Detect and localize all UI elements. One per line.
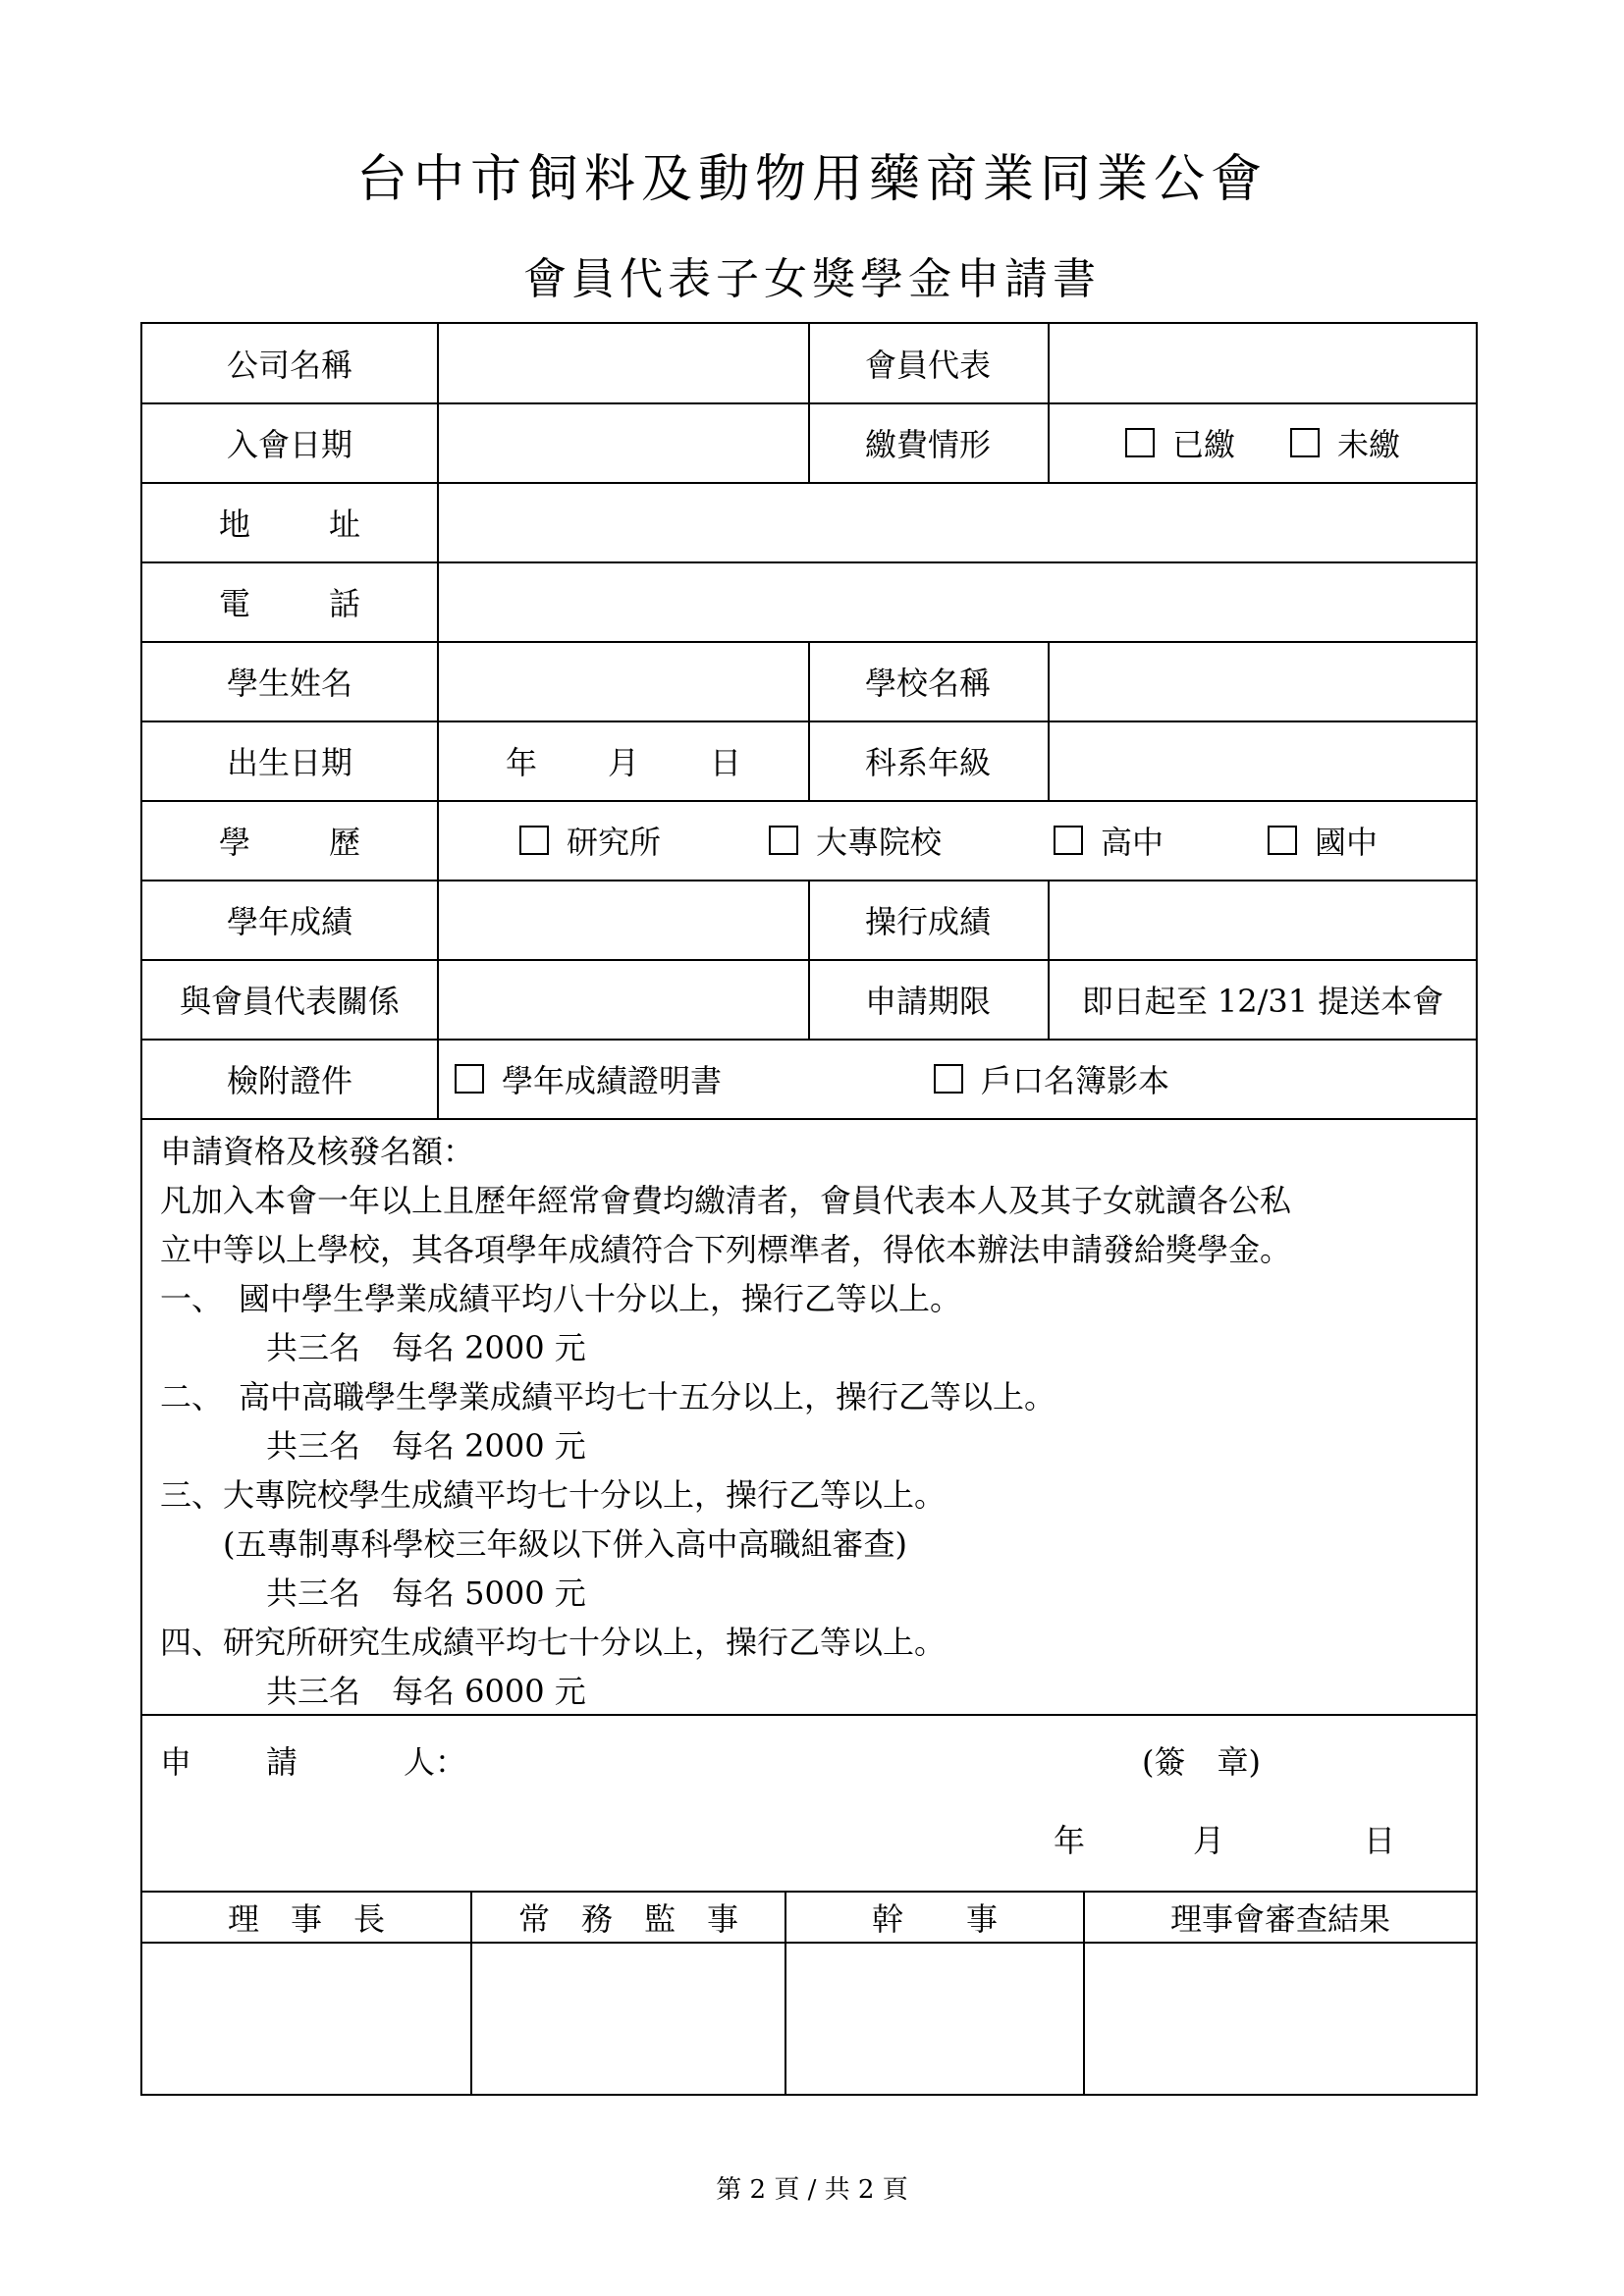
apply-year-label: 年	[1054, 1822, 1086, 1859]
conduct-score-label: 操行成績	[864, 903, 991, 940]
chairman-sign-box[interactable]	[142, 1944, 470, 2094]
apply-month-label: 月	[1193, 1822, 1225, 1859]
education-label-char2: 歷	[328, 824, 360, 861]
rule-item-2-award: 共三名 每名 2000 元	[266, 1427, 586, 1465]
rule-item-4: 四、研究所研究生成績平均七十分以上，操行乙等以上。	[160, 1624, 947, 1661]
phone-label-char1: 電	[219, 585, 251, 622]
seal-label: (簽 章)	[1142, 1743, 1261, 1781]
payment-status-options	[1050, 403, 1476, 482]
rule-item-3-note: (五專制專科學校三年級以下併入高中高職組審查)	[223, 1525, 907, 1563]
dept-grade-field[interactable]	[1050, 721, 1476, 800]
application-form	[140, 322, 1478, 2096]
payment-status-label: 繳費情形	[864, 426, 991, 463]
attachments-options	[439, 1040, 1476, 1118]
company-name-field[interactable]	[439, 324, 808, 402]
birth-year-label: 年	[506, 744, 538, 781]
education-label	[219, 801, 360, 880]
rule-item-3-award: 共三名 每名 5000 元	[266, 1575, 586, 1612]
apply-day-label: 日	[1364, 1822, 1396, 1859]
birth-day-label: 日	[709, 744, 741, 781]
phone-label-char2: 話	[328, 585, 360, 622]
transcript-label: 學年成績證明書	[502, 1062, 723, 1099]
education-label-char1: 學	[219, 824, 251, 861]
household-label: 戶口名簿影本	[981, 1062, 1170, 1099]
address-label-char2: 址	[328, 506, 360, 543]
rule-item-2: 二、 高中高職學生學業成績平均七十五分以上，操行乙等以上。	[160, 1378, 1056, 1415]
secretary-header: 幹 事	[871, 1899, 998, 1938]
organization-title: 台中市飼料及動物用藥商業同業公會	[355, 150, 1268, 209]
school-name-label: 學校名稱	[864, 665, 991, 702]
review-result-header: 理事會審查結果	[1169, 1899, 1390, 1938]
paid-checkbox[interactable]	[1125, 428, 1155, 457]
birth-date-field[interactable]	[439, 721, 808, 800]
annual-score-field[interactable]	[439, 881, 808, 959]
high-school-label: 高中	[1101, 824, 1164, 861]
join-date-field[interactable]	[439, 403, 808, 482]
annual-score-label: 學年成績	[226, 903, 352, 940]
address-label-char1: 地	[219, 506, 251, 543]
supervisor-header: 常 務 監 事	[517, 1899, 738, 1938]
phone-field[interactable]	[439, 562, 1476, 641]
form-title: 會員代表子女獎學金申請書	[523, 254, 1101, 304]
rules-intro-line1: 凡加入本會一年以上且歷年經常會費均繳清者，會員代表本人及其子女就讀各公私	[160, 1182, 1292, 1219]
birth-month-label: 月	[607, 744, 639, 781]
household-checkbox[interactable]	[934, 1064, 963, 1094]
deadline-value: 即日起至 12/31 提送本會	[1081, 983, 1444, 1020]
unpaid-checkbox[interactable]	[1290, 428, 1320, 457]
student-name-field[interactable]	[439, 642, 808, 721]
applicant-label-char3: 人：	[404, 1743, 467, 1781]
member-rep-field[interactable]	[1050, 324, 1476, 402]
rule-item-3: 三、大專院校學生成績平均七十分以上，操行乙等以上。	[160, 1476, 947, 1514]
applicant-signature-field[interactable]	[476, 1728, 1124, 1787]
review-result-box[interactable]	[1085, 1944, 1476, 2094]
chairman-header: 理 事 長	[227, 1899, 385, 1938]
rule-item-4-award: 共三名 每名 6000 元	[266, 1673, 586, 1710]
supervisor-sign-box[interactable]	[472, 1944, 785, 2094]
applicant-label-char1: 申	[160, 1743, 192, 1781]
unpaid-label: 未繳	[1337, 426, 1401, 463]
dept-grade-label: 科系年級	[864, 744, 991, 781]
birth-date-label: 出生日期	[226, 744, 352, 781]
relationship-label: 與會員代表關係	[179, 983, 400, 1020]
high-school-checkbox[interactable]	[1054, 826, 1083, 855]
rules-heading: 申請資格及核發名額：	[160, 1133, 475, 1170]
education-options	[439, 801, 1476, 880]
school-name-field[interactable]	[1050, 642, 1476, 721]
paid-label: 已繳	[1171, 426, 1235, 463]
graduate-checkbox[interactable]	[519, 826, 549, 855]
student-name-label: 學生姓名	[226, 665, 352, 702]
member-rep-label: 會員代表	[864, 347, 991, 384]
join-date-label: 入會日期	[226, 426, 352, 463]
graduate-label: 研究所	[567, 824, 662, 861]
applicant-label-char2: 請	[266, 1743, 298, 1781]
secretary-sign-box[interactable]	[786, 1944, 1083, 2094]
college-label: 大專院校	[816, 824, 943, 861]
company-name-label: 公司名稱	[226, 347, 352, 384]
junior-high-checkbox[interactable]	[1268, 826, 1297, 855]
relationship-field[interactable]	[439, 960, 808, 1039]
junior-high-label: 國中	[1315, 824, 1379, 861]
phone-label	[219, 562, 360, 641]
transcript-checkbox[interactable]	[455, 1064, 484, 1094]
address-field[interactable]	[439, 483, 1476, 561]
rule-item-1: 一、 國中學生學業成績平均八十分以上，操行乙等以上。	[160, 1280, 962, 1317]
address-label	[219, 483, 360, 561]
rules-intro-line2: 立中等以上學校，其各項學年成績符合下列標準者，得依本辦法申請發給獎學金。	[160, 1231, 1292, 1268]
deadline-label: 申請期限	[864, 983, 991, 1020]
page-number: 第 2 頁 / 共 2 頁	[716, 2175, 908, 2205]
rule-item-1-award: 共三名 每名 2000 元	[266, 1329, 586, 1366]
conduct-score-field[interactable]	[1050, 881, 1476, 959]
college-checkbox[interactable]	[769, 826, 798, 855]
attachments-label: 檢附證件	[226, 1062, 352, 1099]
